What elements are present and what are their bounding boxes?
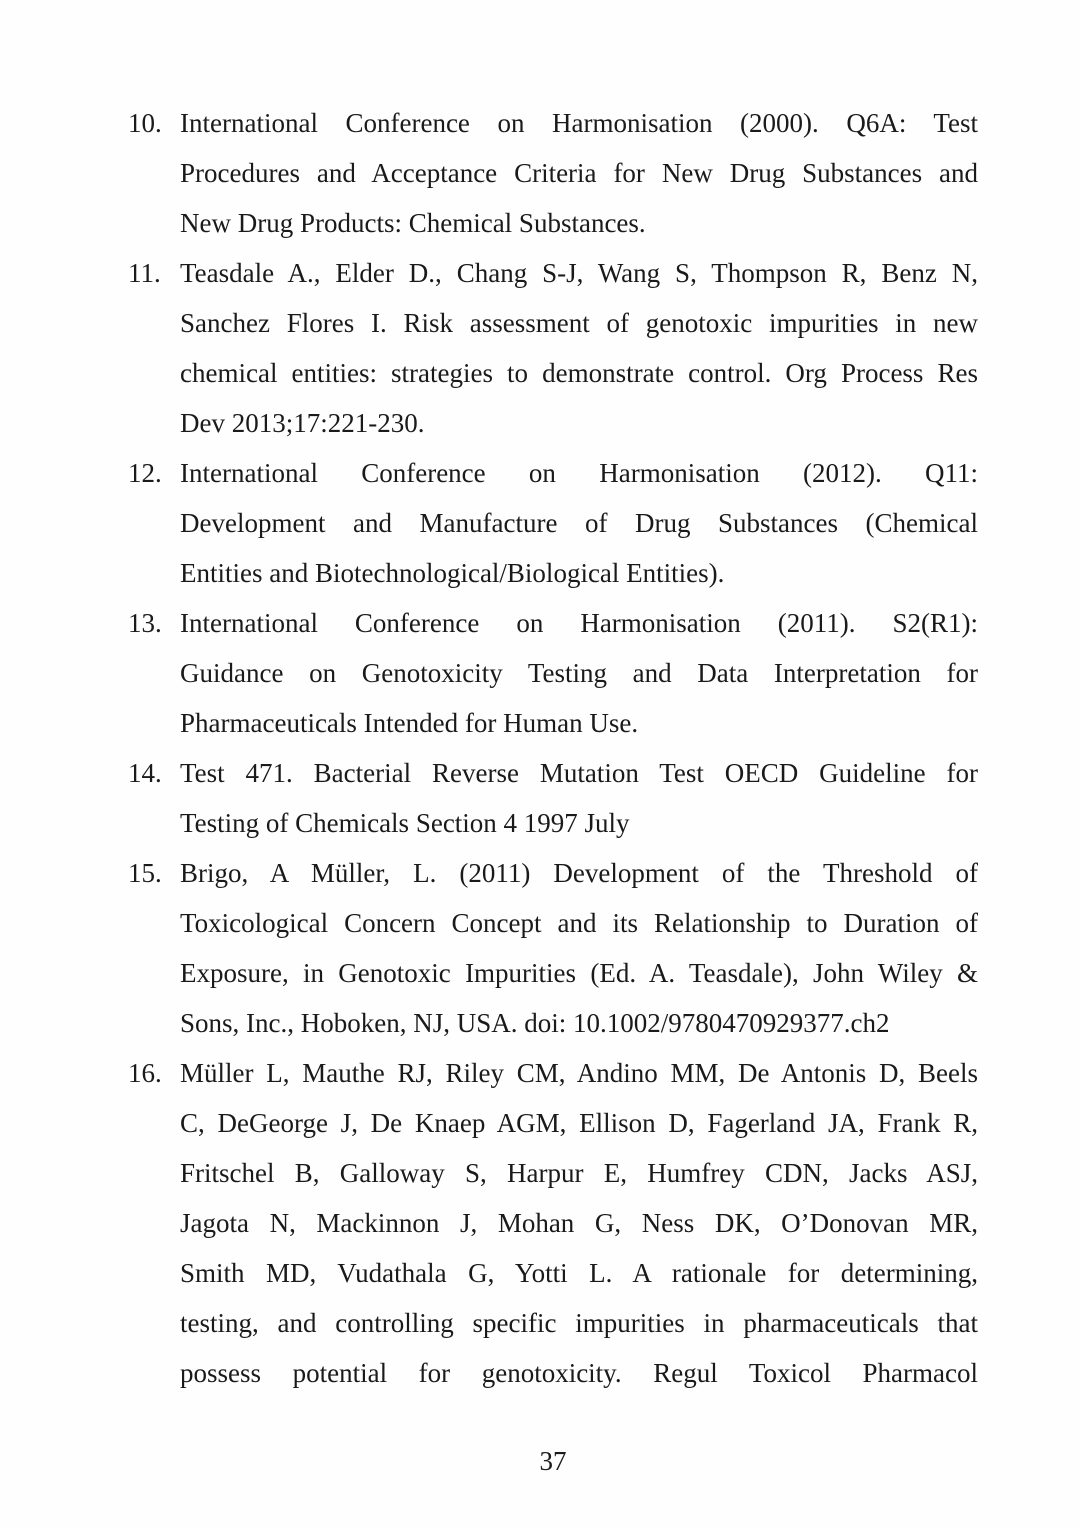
reference-item-10: [128, 98, 980, 248]
reference-item-12: [128, 448, 980, 598]
reference-text-line: Test 471. Bacterial Reverse Mutation Test OECD Guideline for: [180, 758, 978, 788]
reference-number: 14.: [128, 758, 162, 788]
reference-text-line: Exposure, in Genotoxic Impurities (Ed. A. Teasdale), John Wiley &: [180, 958, 978, 988]
reference-text-line: Brigo, A Müller, L. (2011) Development of the Threshold of: [180, 858, 978, 888]
reference-text-line: Guidance on Genotoxicity Testing and Data Interpretation for: [180, 658, 978, 688]
reference-text-line: International Conference on Harmonisation (2000). Q6A: Test: [180, 108, 978, 138]
reference-text-line: C, DeGeorge J, De Knaep AGM, Ellison D, Fagerland JA, Frank R,: [180, 1108, 978, 1138]
reference-item-14: [128, 748, 980, 848]
reference-text-line: Entities and Biotechnological/Biological Entities).: [180, 558, 725, 588]
reference-text-line: Procedures and Acceptance Criteria for New Drug Substances and: [180, 158, 978, 188]
reference-number: 11.: [128, 258, 161, 288]
reference-number: 13.: [128, 608, 162, 638]
reference-text-line: Fritschel B, Galloway S, Harpur E, Humfrey CDN, Jacks ASJ,: [180, 1158, 978, 1188]
reference-list: [128, 98, 980, 1398]
reference-text-line: International Conference on Harmonisation (2012). Q11:: [180, 458, 978, 488]
reference-number: 12.: [128, 458, 162, 488]
reference-text-line: Smith MD, Vudathala G, Yotti L. A rationale for determining,: [180, 1258, 978, 1288]
reference-text-line: Sons, Inc., Hoboken, NJ, USA. doi: 10.1002/9780470929377.ch2: [180, 1008, 890, 1038]
reference-number: 10.: [128, 108, 162, 138]
reference-text-line: possess potential for genotoxicity. Regul Toxicol Pharmacol: [180, 1358, 978, 1388]
reference-text-line: Development and Manufacture of Drug Substances (Chemical: [180, 508, 978, 538]
reference-text-line: New Drug Products: Chemical Substances.: [180, 208, 646, 238]
reference-number: 15.: [128, 858, 162, 888]
reference-text-line: Müller L, Mauthe RJ, Riley CM, Andino MM, De Antonis D, Beels: [180, 1058, 978, 1088]
reference-text-line: Dev 2013;17:221-230.: [180, 408, 425, 438]
reference-text-line: Testing of Chemicals Section 4 1997 July: [180, 808, 630, 838]
reference-text-line: testing, and controlling specific impurities in pharmaceuticals that: [180, 1308, 978, 1338]
reference-item-11: [128, 248, 980, 448]
page-number: 37: [539, 1446, 567, 1476]
reference-item-15: [128, 848, 980, 1048]
reference-text-line: chemical entities: strategies to demonstrate control. Org Process Res: [180, 358, 978, 388]
reference-text-line: Toxicological Concern Concept and its Relationship to Duration of: [180, 908, 978, 938]
reference-text-line: Pharmaceuticals Intended for Human Use.: [180, 708, 639, 738]
reference-text-line: International Conference on Harmonisation (2011). S2(R1):: [180, 608, 978, 638]
reference-text-line: Jagota N, Mackinnon J, Mohan G, Ness DK, O’Donovan MR,: [180, 1208, 978, 1238]
reference-text-line: Sanchez Flores I. Risk assessment of genotoxic impurities in new: [180, 308, 978, 338]
reference-text-line: Teasdale A., Elder D., Chang S-J, Wang S, Thompson R, Benz N,: [180, 258, 978, 288]
reference-number: 16.: [128, 1058, 162, 1088]
reference-item-16: [128, 1048, 980, 1398]
reference-item-13: [128, 598, 980, 748]
